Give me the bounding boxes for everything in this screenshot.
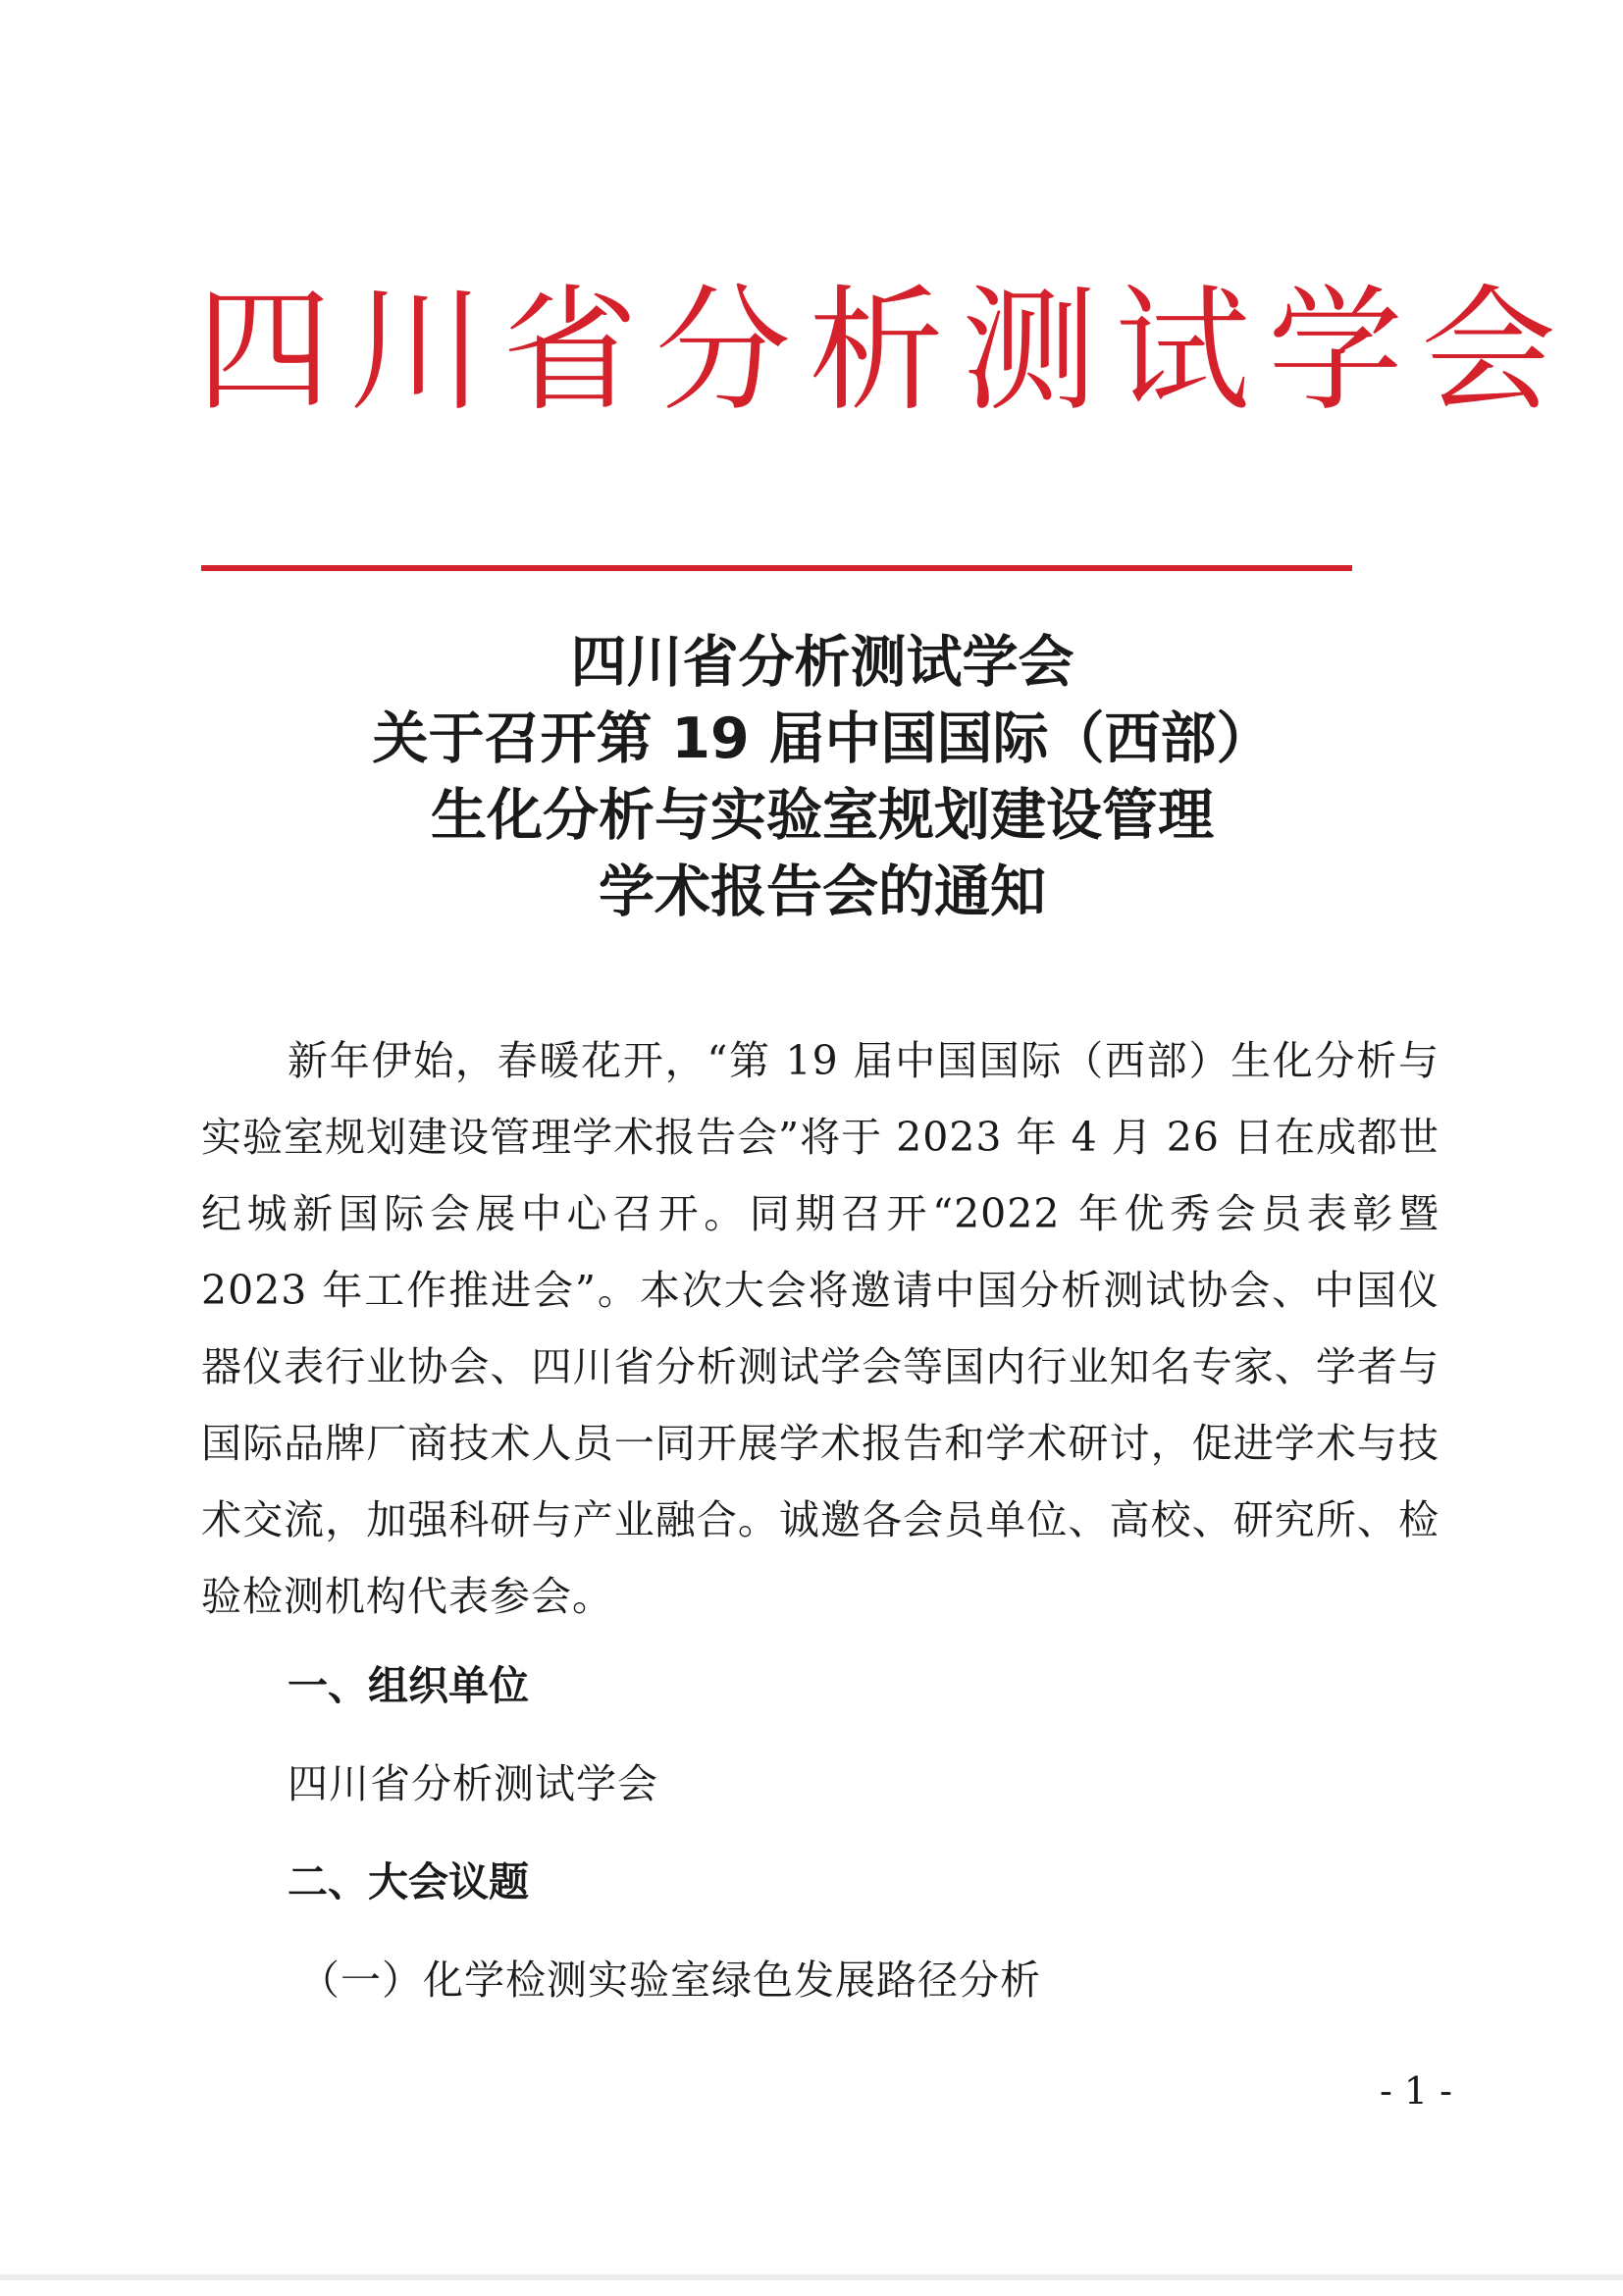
- scan-edge-line: [0, 2274, 1623, 2280]
- title-line-2: 关于召开第 19 届中国国际（西部）: [372, 706, 1273, 771]
- red-divider-line: [201, 565, 1352, 571]
- title-line-3: 生化分析与实验室规划建设管理: [431, 783, 1214, 848]
- section-heading-topics: 二、大会议题: [288, 1858, 529, 1905]
- intro-paragraph: 新年伊始，春暖花开，“第 19 届中国国际（西部）生化分析与实验室规划建设管理学术报告会”将于 2023 年 4 月 26 日在成都世纪城新国际会展中心召开。同期召开“2022 年优秀会员表彰暨 2023 年工作推进会”。本次大会将邀请中国分析测试协会、中国仪器仪表行业协会、四川省分析测试学会等国内行业知名专家、学者与国际品牌厂商技术人员一同开展学术报告和学术研讨，促进学术与技术交流，加强科研与产业融合。诚邀各会员单位、高校、研究所、检验检测机构代表参会。: [201, 1037, 1440, 1620]
- section-heading-organizer: 一、组织单位: [288, 1662, 529, 1709]
- document-title: [196, 624, 1448, 930]
- title-line-4: 学术报告会的通知: [599, 860, 1046, 924]
- section-text-topic-1: （一）化学检测实验室绿色发展路径分析: [299, 1957, 1041, 2004]
- section-text-organizer: 四川省分析测试学会: [288, 1760, 658, 1807]
- title-line-1: 四川省分析测试学会: [570, 630, 1074, 695]
- organization-header: 四川省分析测试学会: [196, 272, 1575, 430]
- page-number: - 1 -: [1379, 2069, 1452, 2113]
